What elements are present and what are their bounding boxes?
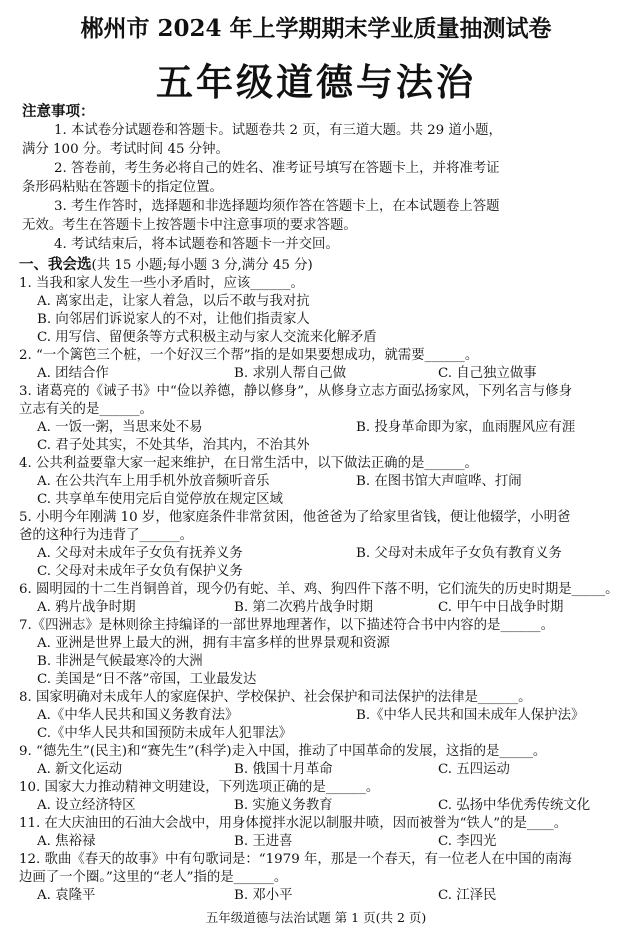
notice-line: 4. 考试结束后，将本试题卷和答题卡一并交回。	[54, 237, 339, 252]
option-b: B. 非洲是气候最寒冷的大洲	[37, 654, 203, 669]
option-c: C. 用写信、留便条等方式积极主动与家人交流来化解矛盾	[37, 330, 377, 345]
option-c: C. 君子处其实，不处其华，治其内，不治其外	[37, 438, 310, 453]
section-heading	[19, 256, 313, 275]
notice-line: 3. 考生作答时，选择题和非选择题均须作答在答题卡上，在本试题卷上答题	[54, 199, 500, 214]
option-b: B. 求别人帮自己做	[234, 366, 347, 381]
notice-line: 1. 本试卷分试题卷和答题卡。试题卷共 2 页，有三道大题。共 29 道小题，	[54, 123, 502, 138]
option-b: B. 实施义务教育	[234, 798, 333, 813]
notice-line: 条形码粘贴在答题卡的指定位置。	[22, 180, 223, 195]
question-stem: 1. 当我和家人发生一些小矛盾时，应该______。	[19, 276, 304, 291]
option-a: A. 袁隆平	[37, 888, 96, 903]
option-c: C. 李四光	[438, 834, 497, 849]
option-b: B. 投身革命即为家，血雨腥风应有涯	[356, 420, 576, 435]
option-a: A. 亚洲是世界上最大的洲，拥有丰富多样的世界景观和资源	[37, 636, 390, 651]
option-a: A. 新文化运动	[37, 762, 123, 777]
option-b: B. 向邻居们诉说家人的不对，让他们指责家人	[37, 312, 310, 327]
option-c: C. 父母对未成年子女负有保护义务	[37, 564, 243, 579]
option-a: A. 焦裕禄	[37, 834, 96, 849]
question-stem: 4. 公共利益要靠大家一起来维护，在日常生活中，以下做法正确的是______。	[19, 456, 478, 471]
question-stem: 2. “一个篱笆三个桩，一个好汉三个帮”指的是如果要想成功，就需要______。	[19, 348, 479, 363]
option-c: C.《中华人民共和国预防未成年人犯罪法》	[37, 726, 293, 741]
option-b: B. 父母对未成年子女负有教育义务	[356, 546, 562, 561]
option-c: C. 五四运动	[438, 762, 510, 777]
option-c: C. 弘扬中华优秀传统文化	[438, 798, 591, 813]
notice-line: 2. 答卷前，考生务必将自己的姓名、准考证号填写在答题卡上，并将准考证	[54, 161, 500, 176]
notice-line: 满分 100 分。考试时间 45 分钟。	[22, 142, 229, 157]
notice-heading: 注意事项：	[22, 103, 95, 120]
exam-title: 郴州市 2024 年上学期期末学业质量抽测试卷	[80, 15, 552, 42]
option-c: C. 江泽民	[438, 888, 497, 903]
question-stem: 7.《四洲志》是林则徐主持编译的一部世界地理著作，以下描述符合书中内容的是______。	[19, 618, 555, 633]
question-stem: 8. 国家明确对未成年人的家庭保护、学校保护、社会保护和司法保护的法律是______。	[19, 690, 532, 705]
subject-title: 五年级道德与法治	[156, 60, 476, 104]
option-a: A. 在公共汽车上用手机外放音频听音乐	[37, 474, 270, 489]
question-stem: 11. 在大庆油田的石油大会战中，用身体搅拌水泥以制服井喷，因而被誉为“铁人”的是____。	[19, 816, 568, 831]
option-b: B. 邓小平	[234, 888, 293, 903]
option-c: C. 共享单车使用完后自觉停放在规定区域	[37, 492, 283, 507]
question-stem: 9. “德先生”(民主)和“赛先生”(科学)走入中国，推动了中国革命的发展，这指的是_____。	[19, 744, 547, 759]
question-stem: 6. 圆明园的十二生肖铜兽首，现今仍有蛇、羊、鸡、狗四件下落不明，它们流失的历史时期是_____。	[19, 582, 619, 597]
question-stem: 10. 国家大力推动精神文明建设，下列选项正确的是______。	[19, 780, 380, 795]
section-heading-note: (共 15 小题;每小题 3 分,满分 45 分)	[91, 258, 313, 273]
question-stem-cont: 立志有关的是______。	[19, 402, 153, 417]
option-c: C. 美国是“日不落”帝国，工业最发达	[37, 672, 257, 687]
question-stem: 5. 小明今年刚满 10 岁，他家庭条件非常贫困，他爸爸为了给家里省钱，便让他辍学，小明爸	[19, 510, 571, 525]
option-b: B. 王进喜	[234, 834, 293, 849]
option-a: A. 父母对未成年子女负有抚养义务	[37, 546, 243, 561]
option-b: B. 俄国十月革命	[234, 762, 333, 777]
option-a: A. 鸦片战争时期	[37, 600, 136, 615]
option-b: B. 在图书馆大声喧哗、打闹	[356, 474, 522, 489]
question-stem-cont: 爸的这种行为违背了______。	[19, 528, 194, 543]
option-b: B. 第二次鸦片战争时期	[234, 600, 373, 615]
option-a: A. 离家出走，让家人着急，以后不敢与我对抗	[37, 294, 310, 309]
option-c: C. 自己独立做事	[438, 366, 537, 381]
page-footer: 五年级道德与法治试题 第 1 页(共 2 页)	[205, 910, 427, 925]
section-heading-label: 一、我会选	[19, 256, 92, 273]
question-stem: 12. 歌曲《春天的故事》中有句歌词是：“1979 年，那是一个春天，有一位老人在中国的南海	[19, 852, 572, 867]
question-stem: 3. 诸葛亮的《诫子书》中“俭以养德，静以修身”，从修身立志方面弘扬家风，下列名言与修身	[19, 384, 572, 399]
option-b: B.《中华人民共和国未成年人保护法》	[356, 708, 585, 723]
option-a: A.《中华人民共和国义务教育法》	[37, 708, 239, 723]
question-stem-cont: 边画了一个圈。”这里的“老人”指的是______。	[19, 870, 288, 885]
option-c: C. 甲午中日战争时期	[438, 600, 564, 615]
option-a: A. 设立经济特区	[37, 798, 136, 813]
option-a: A. 一饭一粥，当思来处不易	[37, 420, 203, 435]
option-a: A. 团结合作	[37, 366, 109, 381]
notice-line: 无效。考生在答题卡上按答题卡中注意事项的要求答题。	[22, 218, 357, 233]
